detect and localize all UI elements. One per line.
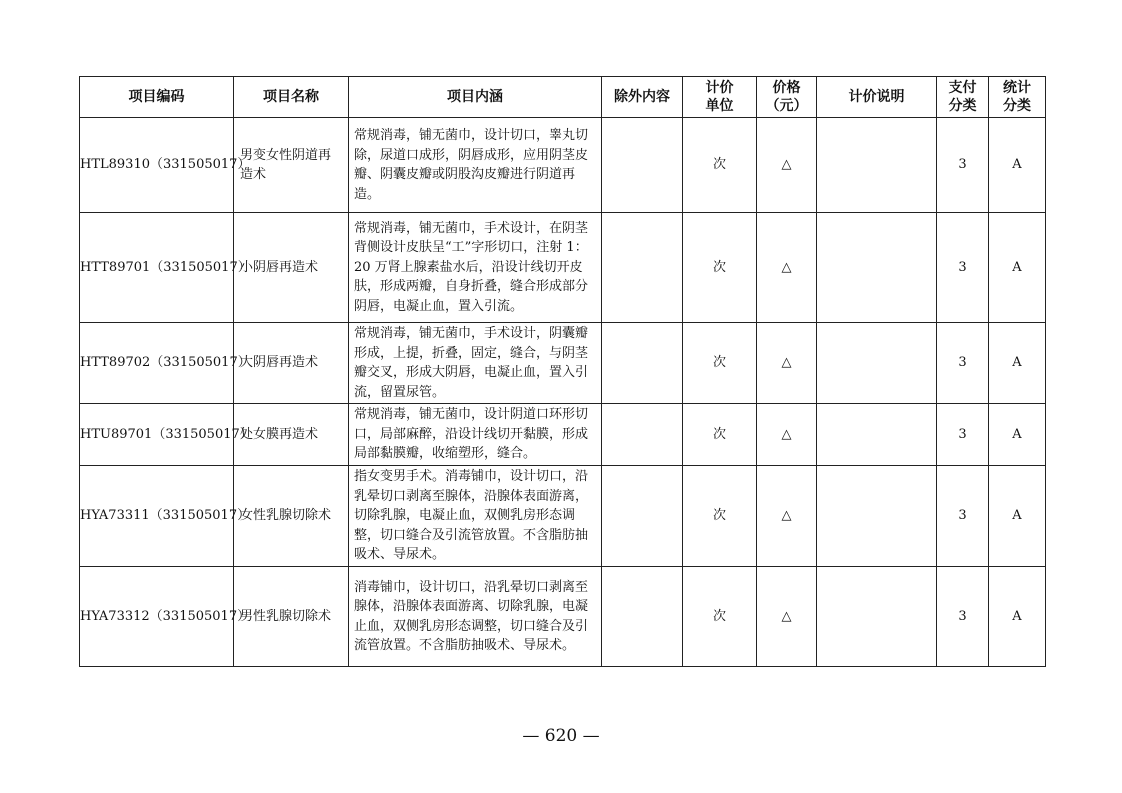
cell-content: 消毒铺巾，设计切口，沿乳晕切口剥离至腺体，沿腺体表面游离、切除乳腺，电凝止血，双侧乳房形态调整，切口缝合及引流管放置。不含脂肪抽吸术、导尿术。 xyxy=(349,567,602,667)
cell-stat-class: A xyxy=(989,567,1046,667)
table-row xyxy=(80,466,1046,567)
cell-name: 男性乳腺切除术 xyxy=(234,567,349,667)
cell-unit: 次 xyxy=(683,323,757,404)
cell-price: △ xyxy=(757,118,817,213)
cell-pricing-note xyxy=(817,213,937,323)
cell-price: △ xyxy=(757,213,817,323)
cell-content: 指女变男手术。消毒铺巾，设计切口，沿乳晕切口剥离至腺体，沿腺体表面游离，切除乳腺，电凝止血，双侧乳房形态调整，切口缝合及引流管放置。不含脂肪抽吸术、导尿术。 xyxy=(349,466,602,567)
cell-content: 常规消毒，铺无菌巾，手术设计，阴囊瓣形成，上提，折叠，固定，缝合，与阴茎瓣交叉，形成大阴唇，电凝止血，置入引流，留置尿管。 xyxy=(349,323,602,404)
cell-payment-class: 3 xyxy=(937,118,989,213)
cell-payment-class: 3 xyxy=(937,323,989,404)
header-price: 价格（元） xyxy=(757,77,817,118)
table-row xyxy=(80,323,1046,404)
cell-payment-class: 3 xyxy=(937,567,989,667)
cell-name: 男变女性阴道再造术 xyxy=(234,118,349,213)
header-content: 项目内涵 xyxy=(349,77,602,118)
cell-name: 处女膜再造术 xyxy=(234,404,349,466)
header-payment-class: 支付分类 xyxy=(937,77,989,118)
cell-price: △ xyxy=(757,323,817,404)
cell-payment-class: 3 xyxy=(937,466,989,567)
header-code: 项目编码 xyxy=(80,77,234,118)
cell-unit: 次 xyxy=(683,118,757,213)
cell-unit: 次 xyxy=(683,213,757,323)
cell-unit: 次 xyxy=(683,404,757,466)
header-stat-class: 统计分类 xyxy=(989,77,1046,118)
table-header-row xyxy=(80,77,1046,118)
table-row xyxy=(80,118,1046,213)
cell-content: 常规消毒，铺无菌巾，设计切口，睾丸切除，尿道口成形，阴唇成形，应用阴茎皮瓣、阴囊皮瓣或阴股沟皮瓣进行阴道再造。 xyxy=(349,118,602,213)
cell-price: △ xyxy=(757,466,817,567)
cell-payment-class: 3 xyxy=(937,213,989,323)
cell-content: 常规消毒，铺无菌巾，手术设计，在阴茎背侧设计皮肤呈“工”字形切口，注射 1：20 万肾上腺素盐水后，沿设计线切开皮肤，形成两瓣，自身折叠，缝合形成部分阴唇，电凝止血，置入引流。 xyxy=(349,213,602,323)
cell-exclusions xyxy=(602,567,683,667)
cell-code: HTT89702（331505017） xyxy=(80,323,234,404)
cell-name: 大阴唇再造术 xyxy=(234,323,349,404)
cell-code: HTU89701（331505017） xyxy=(80,404,234,466)
header-unit: 计价单位 xyxy=(683,77,757,118)
cell-stat-class: A xyxy=(989,213,1046,323)
cell-unit: 次 xyxy=(683,466,757,567)
cell-exclusions xyxy=(602,323,683,404)
fee-schedule-table xyxy=(79,76,1046,667)
page-number: — 620 — xyxy=(522,726,600,746)
cell-code: HTL89310（331505017） xyxy=(80,118,234,213)
cell-pricing-note xyxy=(817,567,937,667)
cell-exclusions xyxy=(602,213,683,323)
cell-stat-class: A xyxy=(989,323,1046,404)
cell-payment-class: 3 xyxy=(937,404,989,466)
cell-price: △ xyxy=(757,404,817,466)
cell-price: △ xyxy=(757,567,817,667)
cell-name: 小阴唇再造术 xyxy=(234,213,349,323)
header-name: 项目名称 xyxy=(234,77,349,118)
cell-pricing-note xyxy=(817,404,937,466)
cell-code: HYA73311（331505017） xyxy=(80,466,234,567)
cell-stat-class: A xyxy=(989,118,1046,213)
header-pricing-note: 计价说明 xyxy=(817,77,937,118)
header-exclusions: 除外内容 xyxy=(602,77,683,118)
cell-stat-class: A xyxy=(989,404,1046,466)
cell-name: 女性乳腺切除术 xyxy=(234,466,349,567)
cell-unit: 次 xyxy=(683,567,757,667)
cell-pricing-note xyxy=(817,118,937,213)
table-row xyxy=(80,213,1046,323)
cell-stat-class: A xyxy=(989,466,1046,567)
cell-code: HTT89701（331505017） xyxy=(80,213,234,323)
cell-pricing-note xyxy=(817,323,937,404)
table-row xyxy=(80,404,1046,466)
cell-exclusions xyxy=(602,404,683,466)
cell-code: HYA73312（331505017） xyxy=(80,567,234,667)
cell-content: 常规消毒，铺无菌巾，设计阴道口环形切口，局部麻醉，沿设计线切开黏膜，形成局部黏膜瓣，收缩塑形，缝合。 xyxy=(349,404,602,466)
cell-exclusions xyxy=(602,118,683,213)
cell-exclusions xyxy=(602,466,683,567)
table-row xyxy=(80,567,1046,667)
cell-pricing-note xyxy=(817,466,937,567)
